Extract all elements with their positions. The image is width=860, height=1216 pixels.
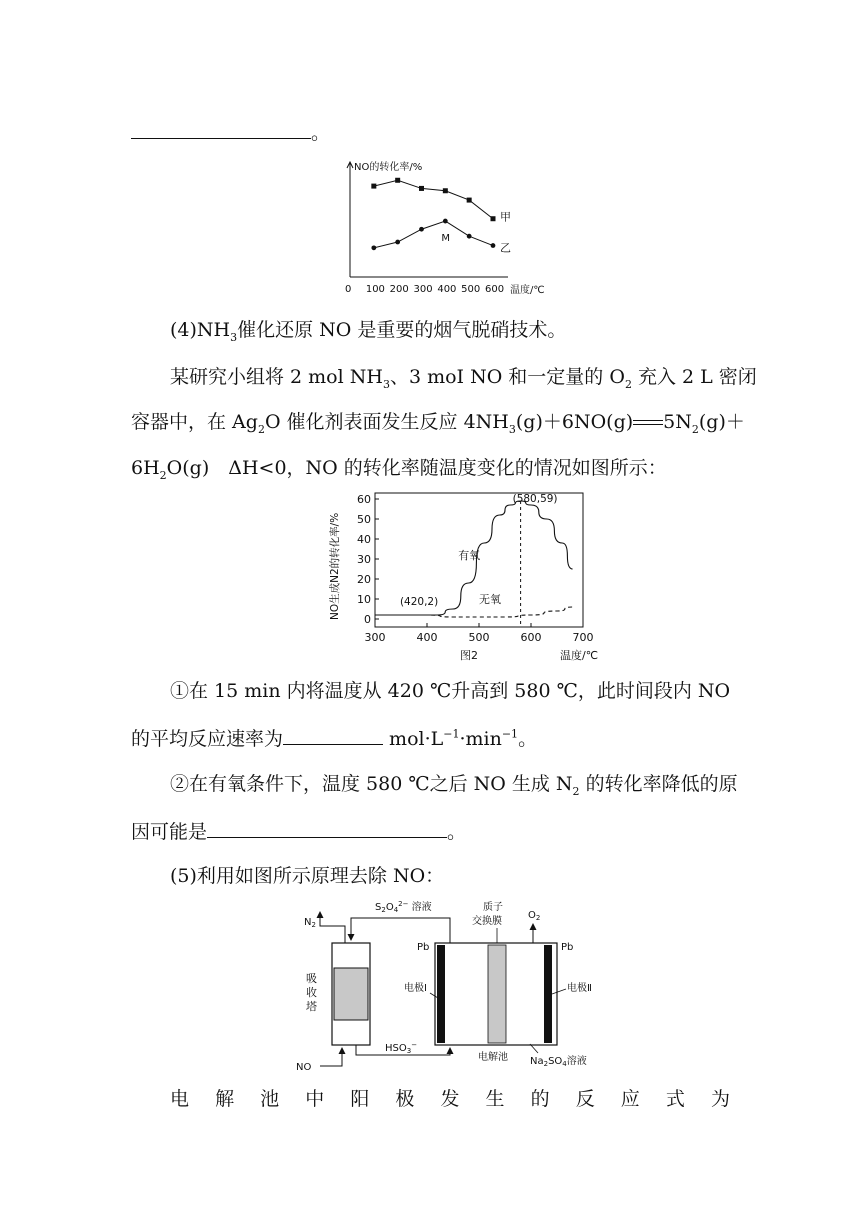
n2-label: $N_2$	[304, 917, 316, 929]
fig1-point	[467, 198, 472, 203]
fig2-xtick: 300	[364, 631, 386, 644]
q5-last-line-char: 中	[305, 1088, 325, 1110]
electrode1-pointer	[430, 993, 438, 998]
fig1-zero-label: 0	[345, 284, 352, 295]
fig1-series-label: 甲	[500, 210, 511, 224]
q5-last-line-char: 的	[530, 1088, 550, 1110]
fig2-ytick: 0	[364, 613, 371, 626]
membrane-label-1: 质子	[483, 902, 503, 913]
fig2-ytick: 20	[357, 573, 371, 586]
fig1-series-label: 乙	[500, 241, 511, 255]
fig1-point	[491, 243, 496, 248]
pb-left-label: Pb	[417, 942, 430, 953]
fig2-ytick: 10	[357, 593, 371, 606]
q4-sub2-line1: ②在有氧条件下，温度 580 ℃之后 NO 生成 $N_2$ 的转化率降低的原	[170, 773, 738, 798]
fig2-xlabel: 温度/℃	[560, 649, 599, 662]
fig2-series-label: 无氧	[479, 593, 501, 606]
figure3-diagram	[290, 890, 620, 1080]
q4-title: $(4)NH_3$催化还原 NO 是重要的烟气脱硝技术。	[170, 319, 567, 344]
q4-paragraph-line1: 某研究小组将 2 mol $NH_3$、3 moI NO 和一定量的 $O_2$ 充入 2 L 密闭	[170, 366, 757, 391]
electrode2-label: 电极Ⅱ	[567, 983, 592, 994]
answer-blank-rate[interactable]	[283, 726, 383, 745]
fig1-point	[443, 188, 448, 193]
fig1-series-line	[374, 221, 493, 248]
fig1-point-m-label: M	[441, 233, 450, 245]
fig1-point	[395, 178, 400, 183]
fig1-ylabel: NO的转化率/%	[354, 162, 423, 173]
q5-last-line-char: 阳	[350, 1088, 370, 1110]
no-label: NO	[296, 1062, 312, 1073]
membrane-label-2: 交换膜	[472, 916, 502, 927]
fig1-point	[371, 245, 376, 250]
fig2-start-annotation: (420,2)	[399, 596, 439, 608]
pb-right-label: Pb	[561, 942, 574, 953]
fig1-point	[371, 184, 376, 189]
fig1-point	[395, 240, 400, 245]
q4-paragraph-line2: 容器中，在 $Ag_2O$ 催化剂表面发生反应 $4NH_3(g)+6NO(g)$ $5N_2(g)+$	[131, 411, 745, 436]
q5-last-line-char: 生	[485, 1088, 505, 1110]
fig2-ytick: 50	[357, 513, 371, 526]
fig2-xtick: 700	[572, 631, 594, 644]
q4-sub1-line2: 的平均反应速率为 $mol\cdot L^{-1}\cdot\min^{-1}$。	[131, 727, 538, 750]
fig2-caption: 图2	[460, 649, 478, 662]
o2-label: $O_2$	[528, 910, 541, 922]
q4-sub2-line2: 因可能是 。	[131, 821, 467, 843]
top-line-end: 。	[311, 122, 331, 144]
q5-last-line-char: 应	[620, 1088, 640, 1110]
q5-last-line-char: 极	[395, 1088, 415, 1110]
electrode-right	[544, 945, 552, 1043]
na2so4-label: $Na_2SO_4$溶液	[530, 1056, 587, 1068]
q5-last-line-char: 池	[260, 1088, 280, 1110]
figure2-chart	[320, 485, 599, 670]
electrode-left	[437, 945, 445, 1043]
fig1-point	[443, 219, 448, 224]
fig2-ytick: 60	[357, 493, 371, 506]
q5-last-line-char: 为	[710, 1088, 730, 1110]
q5-last-line-char: 反	[575, 1088, 595, 1110]
q5-last-line-char: 电	[170, 1088, 190, 1110]
fig1-xlabel: 温度/℃	[510, 285, 545, 296]
fig2-ytick: 30	[357, 553, 371, 566]
q4-paragraph-line3: $6H_2O(g)$ ΔH<0，NO 的转化率随温度变化的情况如图所示：	[131, 457, 667, 482]
q5-last-line-char: 解	[215, 1088, 235, 1110]
equilibrium-arrow-icon	[633, 418, 663, 428]
answer-blank-reason[interactable]	[207, 819, 447, 838]
absorber-label-2: 收	[306, 986, 317, 999]
q5-last-line-char: 式	[665, 1088, 685, 1110]
fig1-xtick: 600	[485, 284, 505, 295]
absorber-label-1: 吸	[306, 972, 317, 985]
figure1-chart	[330, 150, 570, 300]
s2o4-label: $S_2O_4^{2-}$ 溶液	[375, 900, 432, 914]
n2-flow-arrow	[320, 912, 345, 943]
cell-label: 电解池	[478, 1052, 508, 1063]
absorber-label-3: 塔	[306, 1000, 317, 1013]
fig1-point	[467, 234, 472, 239]
answer-blank-top[interactable]	[131, 120, 311, 139]
q5-last-line-char: 发	[440, 1088, 460, 1110]
fig1-xtick: 300	[413, 284, 433, 295]
fig1-point	[491, 216, 496, 221]
fig1-xtick: 400	[437, 284, 457, 295]
fig1-xtick: 200	[389, 284, 409, 295]
hso3-label: $HSO_3^-$	[385, 1041, 418, 1055]
fig2-series-label: 有氧	[458, 549, 481, 562]
fig2-xtick: 500	[468, 631, 490, 644]
fig2-xtick: 600	[520, 631, 542, 644]
electrode2-pointer	[552, 989, 566, 994]
no-inlet-arrow	[320, 1048, 342, 1066]
fig1-xtick: 500	[461, 284, 481, 295]
top-answer-line	[131, 120, 330, 144]
absorber-packing	[334, 968, 368, 1020]
fig1-point	[419, 227, 424, 232]
fig2-xtick: 400	[416, 631, 438, 644]
electrode1-label: 电极Ⅰ	[404, 983, 427, 994]
q5-last-line	[170, 1088, 730, 1110]
fig2-series-line	[375, 607, 573, 617]
fig2-ytick: 40	[357, 533, 371, 546]
proton-exchange-membrane	[488, 945, 506, 1043]
fig2-ylabel: NO生成N2的转化率/%	[329, 512, 341, 620]
fig1-xtick: 100	[365, 284, 385, 295]
fig1-series-line	[374, 180, 493, 218]
fig2-peak-annotation: (580,59)	[512, 493, 558, 505]
s2o4-flow-arrow	[351, 918, 450, 943]
q5-title: (5)利用如图所示原理去除 NO：	[170, 865, 445, 887]
fig1-point	[419, 186, 424, 191]
q4-sub1-line1: ①在 15 min 内将温度从 420 ℃升高到 580 ℃，此时间段内 NO	[170, 680, 731, 702]
